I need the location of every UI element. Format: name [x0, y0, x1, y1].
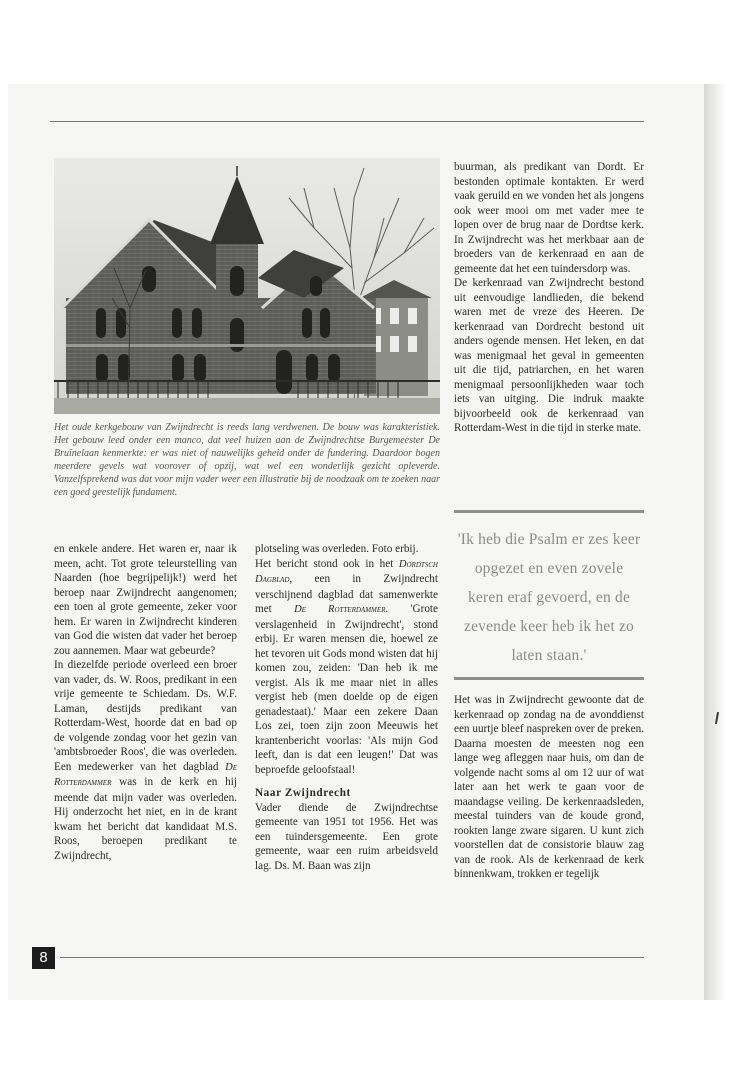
- church-photo: [54, 158, 440, 414]
- page-edge-shadow: [704, 84, 726, 1000]
- col2-p2-text-a: Het bericht stond ook in het: [255, 557, 399, 570]
- col2-p2-text-c: . 'Grote verslagenheid in Zwijndrecht', stond erbij. Er waren mensen die, hoewel ze het tevoren uit Gods mond wisten dat hij komen zou, zeiden: 'Dan heb ik me vergist. Als ik me maar niet in alles vergist heb (men doelde op de eigen genadestaat).' Maar een zekere Daan Los zei, toen zijn zoon Meeuwis het krantenbericht voorlas: 'Als mijn God leeft, dan is dat een leugen!' Dat was beproefde geloofstaal!: [255, 603, 438, 776]
- bottom-rule: [60, 957, 644, 958]
- col1-paragraph-1: en enkele andere. Het waren er, naar ik meen, acht. Tot grote teleurstelling van Naarden (hoe begrijpelijk!) werd het beroep naar Zwijndrecht aangenomen; een toen al grote gemeente, zeker voor hem. Er waren in Zwijndrecht kinderen van God die wisten dat vader het beroep zou aannemen. Maar wat gebeurde?: [54, 543, 237, 657]
- top-rule: [50, 121, 644, 122]
- column-3-top: [454, 160, 644, 436]
- col3-paragraph-3: Het was in Zwijndrecht gewoonte dat de kerkenraad op zondag na de avonddienst een uurtje bleef naspreken over de preken. Daarna moesten de meesten nog een lange weg afleggen naar huis, om dan de volgende nacht soms al om 12 uur of wat later aan het werk te gaan voor de maandagse veiling. De kerkenraadsleden, meestal tuinders van de koude grond, rookten lange zware sigaren. U kunt zich voorstellen dat de consistorie blauw zag van de rook. Als de kerkenraad de kerk binnenkwam, trokken er tegelijk: [454, 694, 644, 880]
- col2-paragraph-1: plotseling was overleden. Foto erbij.: [255, 543, 419, 555]
- column-1: [54, 542, 237, 863]
- church-photo-icon: [54, 158, 440, 414]
- pull-quote: [454, 510, 644, 680]
- col1-p2-text-b: was in de kerk en hij meende dat mijn vader was overleden. Hij onderzocht het niet, en in de krant kwam het bericht dat kandidaat M.S. Roos, beroepen predikant te Zwijndrecht,: [54, 776, 237, 862]
- col2-paragraph-2: [255, 557, 438, 778]
- column-2: [255, 542, 438, 873]
- column-3-bottom: [454, 693, 644, 882]
- col3-paragraph-1: buurman, als predikant van Dordt. Er bestonden optimale kontakten. Er werd vaak geruild en we vonden het als jongens ook weer mooi om met vader mee te lopen over de brug naar de Dordtse kerk. In Zwijndrecht was het merkbaar aan de broeders van de kerkenraad en aan de gemeente dat het een tuindersdorp was.: [454, 161, 644, 275]
- section-heading: Naar Zwijndrecht: [255, 787, 351, 799]
- pull-quote-rule-bottom: [454, 677, 644, 680]
- photo-caption: Het oude kerkgebouw van Zwijndrecht is reeds lang verdwenen. De bouw was karakteristiek. Het gebouw leed onder een manco, dat veel huizen aan de Zwijndrechtse Burgemeester De Bruïnelaan kenmerkte: er was niet of nauwelijks geheid onder de fundering. Daardoor bogen meerdere gevels wat voorover of opzij, wat wel een wonderlijk gezicht opleverde. Vanzelfsprekend was dat voor mijn vader weer een illustratie bij de noodzaak om te zoeken naar een goed geestelijk fundament.: [54, 422, 440, 498]
- pull-quote-text: 'Ik heb die Psalm er zes keer opgezet en even zovele keren eraf gevoerd, en de zevende keer heb ik het zo laten staan.': [457, 531, 641, 664]
- col2-p2-text-b: , een in Zwijndrecht verschijnend dagblad dat samenwerkte met: [255, 573, 438, 615]
- col3-paragraph-2: De kerkenraad van Zwijndrecht bestond uit eenvoudige landlieden, die bekend waren met de vreze des Heeren. De kerkenraad van Dordrecht bestond uit anders ogende mensen. Het leken, en dat was menigmaal het geval in gemeenten uit die tijd, patriarchen, en het waren menigmaal persoonlijkheden waar toch iets van uitging. Die indruk maakte bijvoorbeeld ook de kerkenraad van Rotterdam-West in die tijd in sterke mate.: [454, 277, 644, 434]
- col1-p2-text-a: In diezelfde periode overleed een broer van vader, ds. W. Roos, predikant in een vrije gemeente te Schiedam. Ds. W.F. Laman, destijds predikant van Rotterdam-West, hoorde dat en bad op de volgende zondag voor het gezin van 'ambtsbroeder Roos', die was overleden. Een medewerker van het dagblad: [54, 659, 237, 773]
- page-number: 8: [32, 947, 55, 969]
- newspaper-title: De Rotterdammer: [294, 604, 386, 615]
- newspaper-title: De Rotterdammer: [54, 761, 237, 788]
- newspaper-title: Dordtsch Dagblad: [255, 558, 438, 585]
- col2-paragraph-3: Vader diende de Zwijndrechtse gemeente van 1951 tot 1956. Het was een tuindersgemeente. Een grote gemeente, waar een ruim arbeidsveld lag. Ds. M. Baan was zijn: [255, 801, 438, 872]
- col1-paragraph-2: [54, 658, 237, 863]
